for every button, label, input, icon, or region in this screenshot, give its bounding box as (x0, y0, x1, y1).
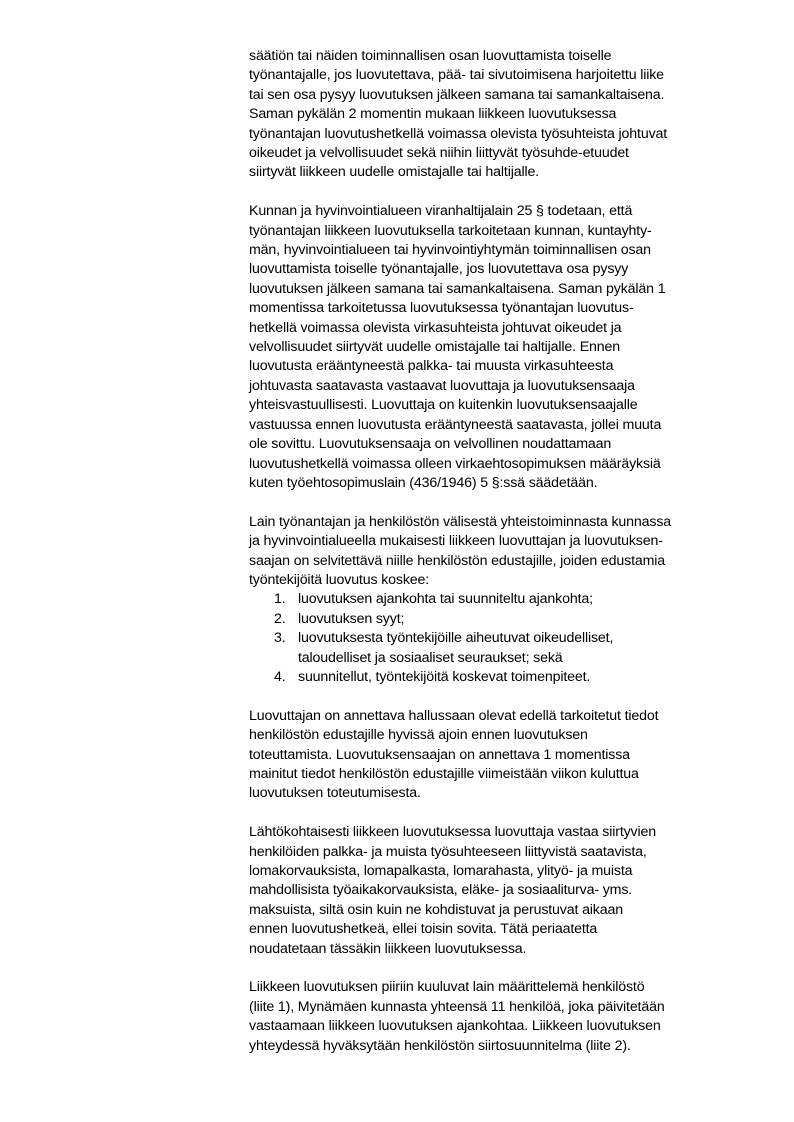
text-line: henkilöstön edustajille hyvissä ajoin ennen luovutuksen (249, 727, 588, 744)
list-item-number: 4. (274, 668, 286, 685)
text-line: luovutusta erääntyneestä palkka- tai muusta virkasuhteesta (249, 358, 614, 375)
text-line: toteuttamista. Luovutuksensaajan on annettava 1 momentissa (249, 746, 630, 763)
list-item (249, 590, 749, 609)
list-item (249, 629, 749, 668)
text-line: luovutuksen toteutumisesta. (249, 785, 421, 802)
text-line: työnantajalle, jos luovutettava, pää- tai sivutoimisena harjoitettu liike (249, 67, 664, 84)
text-line: män, hyvinvointialueen tai hyvinvointiyhtymän toiminnallisen osan (249, 242, 651, 259)
list-item-text: luovutuksen syyt; (298, 610, 405, 627)
text-line: luovutuksen jälkeen samana tai samankaltaisena. Saman pykälän 1 (249, 280, 666, 297)
list-item-text: suunnitellut, työntekijöitä koskevat toimenpiteet. (298, 668, 591, 685)
text-line: lomakorvauksista, lomapalkasta, lomarahasta, ylityö- ja muista (249, 863, 633, 879)
list-item-text: luovutuksesta työntekijöille aiheutuvat oikeudelliset, (298, 630, 614, 647)
list-item-number: 2. (274, 610, 286, 627)
list-item-number: 3. (274, 630, 286, 647)
text-line: työnantajan luovutushetkellä voimassa olevista työsuhteista johtuvat (249, 125, 668, 142)
list-item (249, 610, 749, 629)
text-line: (liite 1), Mynämäen kunnasta yhteensä 11 henkilöä, joka päivitetään (249, 998, 665, 1015)
text-line: noudatetaan tässäkin liikkeen luovutuksessa. (249, 940, 527, 957)
paragraph-business-transfer-definition (249, 47, 749, 183)
text-line: oikeudet ja velvollisuudet sekä niihin liittyvät työsuhde-etuudet (249, 145, 629, 162)
text-line: Liikkeen luovutuksen piiriin kuuluvat lain määrittelemä henkilöstö (249, 979, 645, 996)
text-line: siirtyvät liikkeen uudelle omistajalle tai haltijalle. (249, 164, 539, 181)
text-line: johtuvasta saatavasta vastaavat luovuttaja ja luovutuksensaaja (249, 377, 635, 394)
list-item (249, 668, 749, 687)
paragraph-liability-principle (249, 823, 749, 959)
list-item-text: luovutuksen ajankohta tai suunniteltu ajankohta; (298, 591, 593, 608)
text-line: velvollisuudet siirtyvät uudelle omistajalle tai haltijalle. Ennen (249, 339, 621, 356)
text-line: Lähtökohtaisesti liikkeen luovutuksessa luovuttaja vastaa siirtyvien (249, 824, 656, 841)
list-item-text-continued: taloudelliset ja sosiaaliset seuraukset; sekä (298, 649, 563, 666)
text-line: kuten työehtosopimuslain (436/1946) 5 §:ssä säädetään. (249, 474, 598, 491)
document-page (249, 47, 749, 1075)
text-line: ennen luovutushetkeä, ellei toisin sovita. Tätä periaatetta (249, 921, 598, 938)
text-line: vastuussa ennen luovutusta erääntyneestä saatavasta, jollei muuta (249, 416, 662, 433)
text-line: mahdollisista työaikakorvauksista, eläke- ja sosiaaliturva- yms. (249, 882, 633, 899)
text-line: hetkellä voimassa olevista virkasuhteista johtuvat oikeudet ja (249, 319, 622, 336)
paragraph-public-officials-act (249, 202, 749, 493)
text-line: Kunnan ja hyvinvointialueen viranhaltijalain 25 § todetaan, että (249, 203, 633, 220)
text-line: ja hyvinvointialueella mukaisesti liikkeen luovuttajan ja luovutuksen- (249, 533, 663, 550)
text-line: vastaamaan liikkeen luovutuksen ajankohtaa. Liikkeen luovutuksen (249, 1018, 661, 1035)
text-line: mainitut tiedot henkilöstön edustajille viimeistään viikon kuluttua (249, 765, 639, 782)
text-line: Luovuttajan on annettava hallussaan olevat edellä tarkoitetut tiedot (249, 707, 659, 724)
text-line: henkilöiden palkka- ja muista työsuhteeseen liittyvistä saatavista, (249, 843, 647, 860)
text-line: saajan on selvitettävä niille henkilöstön edustajille, joiden edustamia (249, 552, 666, 569)
paragraph-cooperation-act (249, 513, 749, 688)
paragraph-staff-scope (249, 978, 749, 1056)
text-line: luovuttamista toiselle työnantajalle, jos luovutettava osa pysyy (249, 261, 629, 278)
text-line: tai sen osa pysyy luovutuksen jälkeen samana tai samankaltaisena. (249, 86, 665, 103)
text-line: momentissa tarkoitetussa luovutuksessa työnantajan luovutus- (249, 300, 634, 317)
numbered-list (249, 590, 749, 687)
text-line: maksuista, siltä osin kuin ne kohdistuvat ja perustuvat aikaan (249, 901, 623, 918)
text-line: yhteisvastuullisesti. Luovuttaja on kuitenkin luovutuksensaajalle (249, 397, 638, 414)
text-line: Saman pykälän 2 momentin mukaan liikkeen luovutuksessa (249, 106, 617, 123)
text-line: ole sovittu. Luovutuksensaaja on velvollinen noudattamaan (249, 436, 612, 453)
text-line: yhteydessä hyväksytään henkilöstön siirtosuunnitelma (liite 2). (249, 1037, 631, 1054)
list-item-number: 1. (274, 591, 286, 608)
paragraph-information-duty (249, 707, 749, 804)
text-line: säätiön tai näiden toiminnallisen osan luovuttamista toiselle (249, 48, 612, 64)
text-line: Lain työnantajan ja henkilöstön välisestä yhteistoiminnasta kunnassa (249, 513, 671, 530)
text-line: luovutushetkellä voimassa olleen virkaehtosopimuksen määräyksiä (249, 455, 661, 472)
text-line: työnantajan liikkeen luovutuksella tarkoitetaan kunnan, kuntayhty- (249, 222, 652, 239)
text-line: työntekijöitä luovutus koskee: (249, 571, 430, 588)
